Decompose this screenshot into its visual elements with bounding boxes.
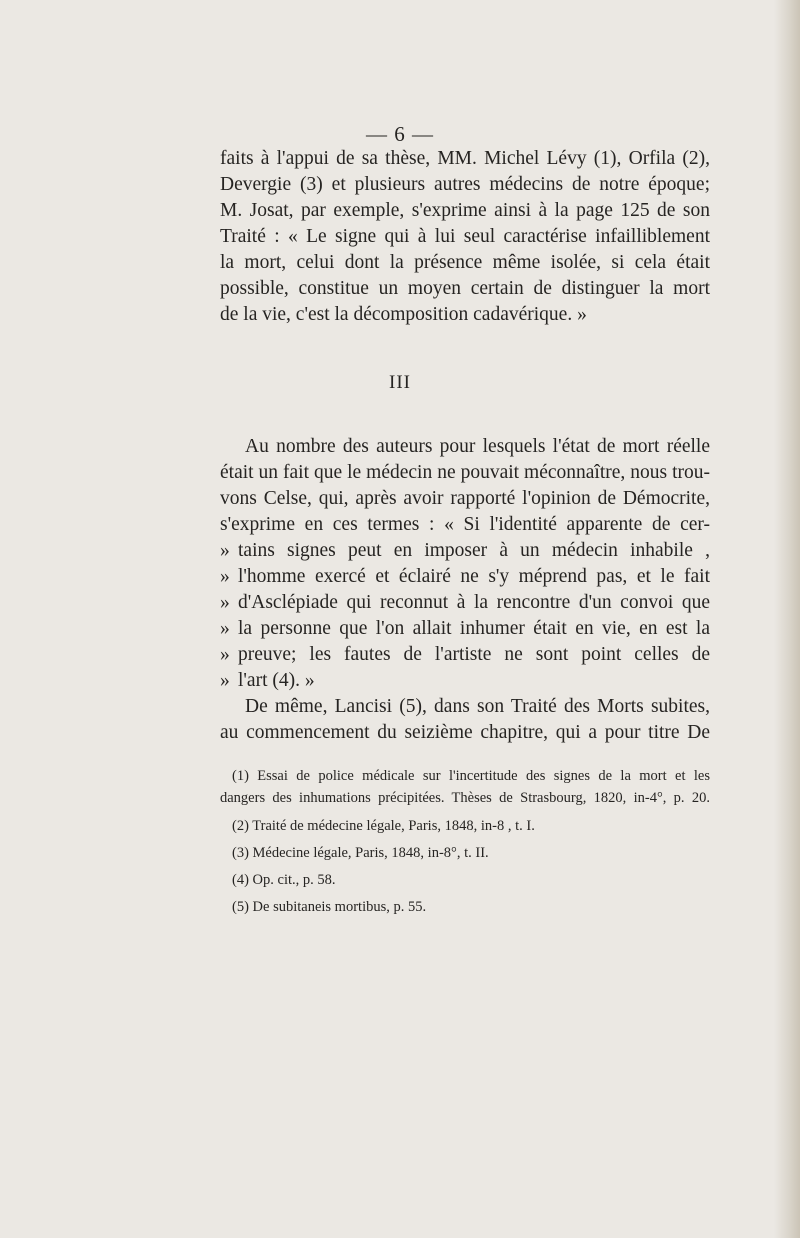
footnote-continuation: dangers des inhumations précipitées. Thèses de Strasbourg, 1820, in-4°, p. 20. <box>220 790 710 806</box>
footnote: (2) Traité de médecine légale, Paris, 1848, in-8 , t. I. <box>232 818 535 834</box>
page-number: — 6 — <box>366 122 434 146</box>
section-heading: III <box>389 372 411 393</box>
paragraph-line: était un fait que le médecin ne pouvait méconnaître, nous trou- <box>220 462 710 483</box>
footnote: (4) Op. cit., p. 58. <box>232 872 336 888</box>
paragraph-line: De même, Lancisi (5), dans son Traité des Morts subites, <box>245 696 710 717</box>
quote-line <box>220 616 710 642</box>
paragraph-line: Devergie (3) et plusieurs autres médecins de notre époque; <box>220 174 710 195</box>
quote-text: l'art (4). » <box>238 670 315 691</box>
paragraph-line: la mort, celui dont la présence même isolée, si cela était <box>220 252 710 273</box>
paragraph-line: au commencement du seizième chapitre, qui a pour titre De <box>220 722 710 743</box>
quote-line <box>220 564 710 590</box>
paragraph-line: M. Josat, par exemple, s'exprime ainsi à la page 125 de son <box>220 200 710 221</box>
quote-text: d'Asclépiade qui reconnut à la rencontre d'un convoi que <box>238 592 710 613</box>
quote-mark: » <box>220 566 230 587</box>
quote-mark: » <box>220 644 230 665</box>
paragraph-line: Traité : « Le signe qui à lui seul caractérise infailliblement <box>220 226 710 247</box>
paragraph-line: s'exprime en ces termes : « Si l'identité apparente de cer- <box>220 514 710 535</box>
quote-text: la personne que l'on allait inhumer était en vie, en est la <box>238 618 710 639</box>
quote-text: preuve; les fautes de l'artiste ne sont point celles de <box>238 644 710 665</box>
paragraph-line: vons Celse, qui, après avoir rapporté l'opinion de Démocrite, <box>220 488 710 509</box>
footnote: (5) De subitaneis mortibus, p. 55. <box>232 899 427 915</box>
quote-line <box>220 668 710 694</box>
footnote: (3) Médecine légale, Paris, 1848, in-8°, t. II. <box>232 845 489 861</box>
paragraph-line: possible, constitue un moyen certain de distinguer la mort <box>220 278 710 299</box>
quote-line <box>220 642 710 668</box>
quote-text: tains signes peut en imposer à un médecin inhabile , <box>238 540 710 561</box>
quote-mark: » <box>220 670 230 691</box>
quote-line <box>220 590 710 616</box>
page-edge-shadow <box>774 0 800 1238</box>
quote-mark: » <box>220 540 230 561</box>
paragraph-line: de la vie, c'est la décomposition cadavérique. » <box>220 304 587 325</box>
quote-mark: » <box>220 592 230 613</box>
footnote: (1) Essai de police médicale sur l'incertitude des signes de la mort et les <box>232 768 710 784</box>
paragraph-line: Au nombre des auteurs pour lesquels l'état de mort réelle <box>245 436 710 457</box>
quote-text: l'homme exercé et éclairé ne s'y méprend pas, et le fait <box>238 566 710 587</box>
quote-mark: » <box>220 618 230 639</box>
paragraph-line: faits à l'appui de sa thèse, MM. Michel Lévy (1), Orfila (2), <box>220 148 710 169</box>
quote-line <box>220 538 710 564</box>
